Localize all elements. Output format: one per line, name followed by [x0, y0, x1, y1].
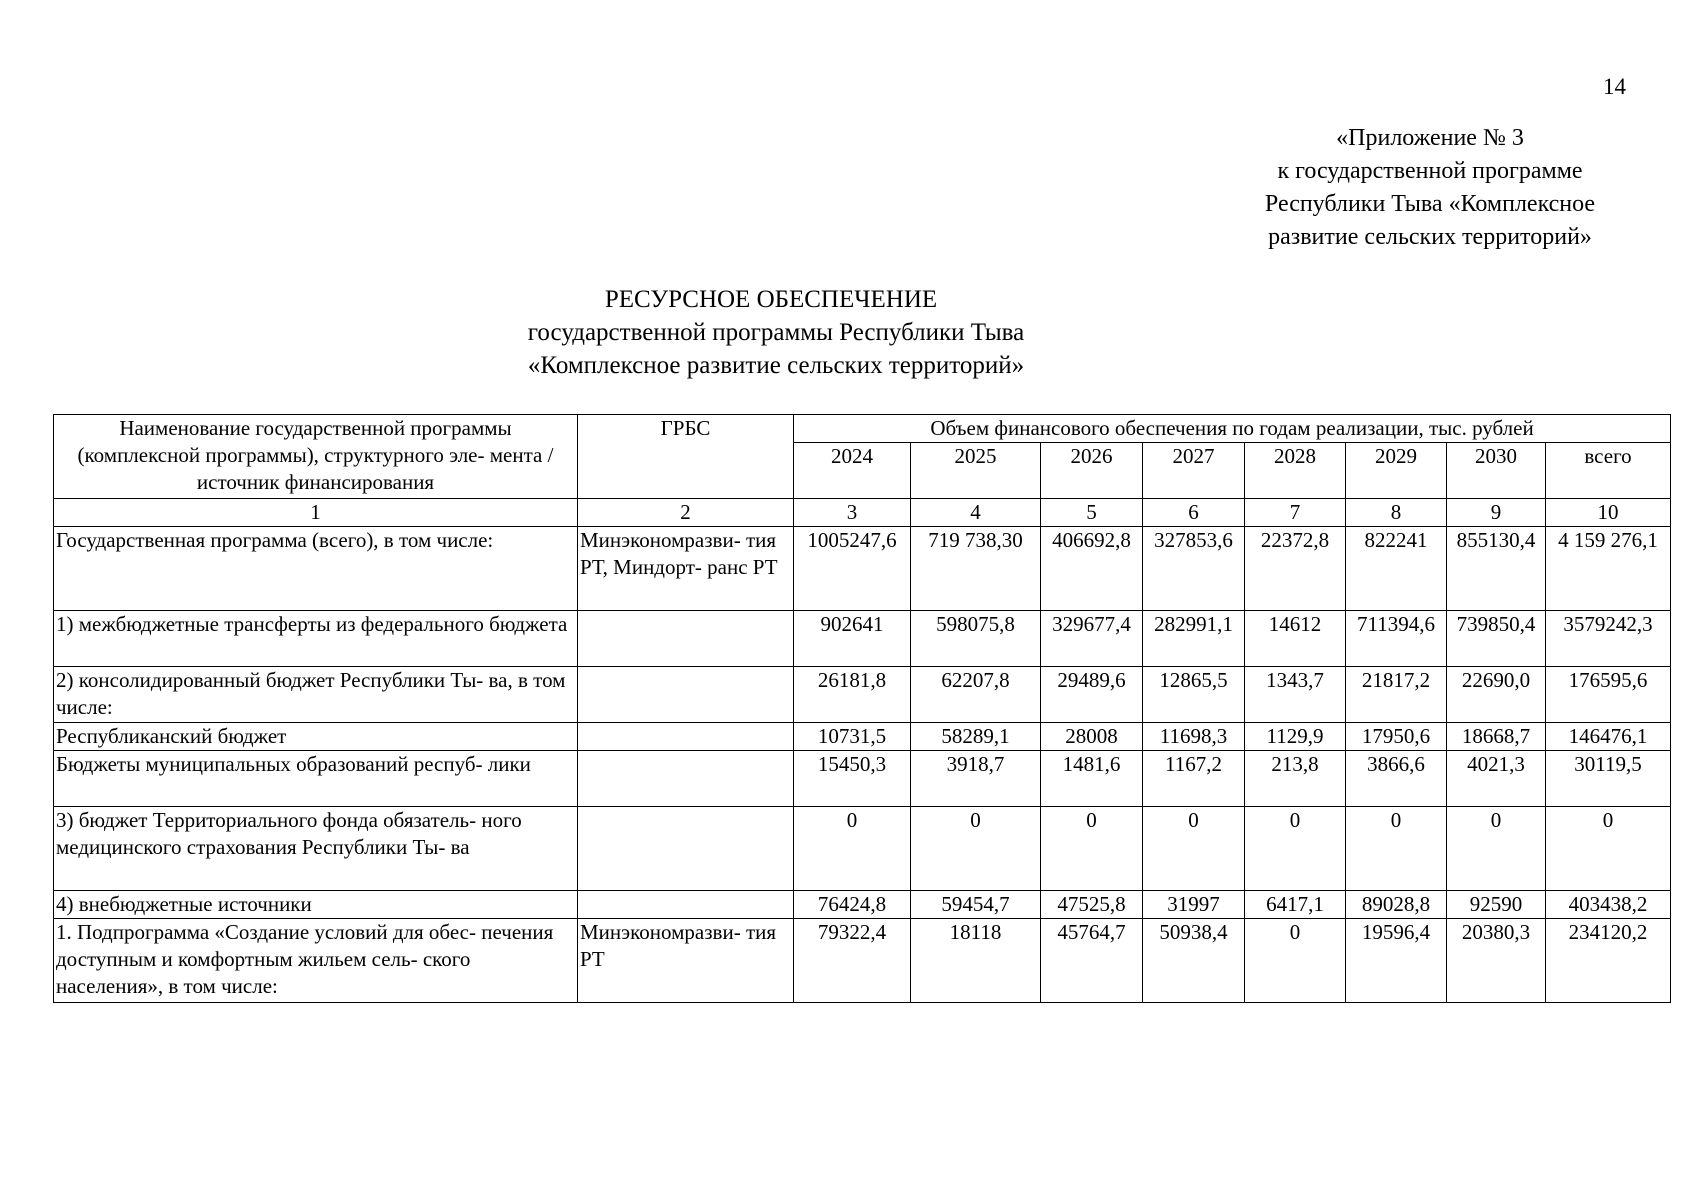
row-grbs	[578, 891, 794, 919]
appendix-line: развитие сельских территорий»	[1268, 224, 1592, 250]
row-name: 1) межбюджетные трансферты из федерального бюджета	[54, 611, 578, 667]
row-grbs	[578, 611, 794, 667]
row-year-value: 0	[1447, 807, 1546, 891]
row-year-value: 22372,8	[1245, 527, 1346, 611]
row-grbs: Минэкономразви- тия РТ	[578, 919, 794, 1003]
row-year-value: 213,8	[1245, 751, 1346, 807]
row-year-value: 1343,7	[1245, 667, 1346, 723]
header-year: 2029	[1346, 443, 1447, 499]
row-year-value: 19596,4	[1346, 919, 1447, 1003]
row-year-value: 327853,6	[1143, 527, 1245, 611]
row-year-value: 26181,8	[794, 667, 911, 723]
row-year-value: 598075,8	[911, 611, 1041, 667]
row-year-value: 15450,3	[794, 751, 911, 807]
row-year-value: 11698,3	[1143, 723, 1245, 751]
row-year-value: 20380,3	[1447, 919, 1546, 1003]
row-year-value: 0	[1143, 807, 1245, 891]
row-year-value: 4021,3	[1447, 751, 1546, 807]
row-year-value: 1167,2	[1143, 751, 1245, 807]
row-grbs	[578, 807, 794, 891]
row-year-value: 62207,8	[911, 667, 1041, 723]
row-total-value: 0	[1546, 807, 1671, 891]
row-name: Бюджеты муниципальных образований респуб- лики	[54, 751, 578, 807]
header-year: 2027	[1143, 443, 1245, 499]
row-year-value: 6417,1	[1245, 891, 1346, 919]
row-year-value: 0	[1346, 807, 1447, 891]
appendix-note	[1195, 122, 1665, 254]
header-total: всего	[1546, 443, 1671, 499]
row-year-value: 89028,8	[1346, 891, 1447, 919]
row-year-value: 1481,6	[1041, 751, 1143, 807]
document-title	[0, 283, 1697, 382]
row-total-value: 30119,5	[1546, 751, 1671, 807]
row-year-value: 1129,9	[1245, 723, 1346, 751]
header-grbs: ГРБС	[578, 415, 794, 499]
row-year-value: 17950,6	[1346, 723, 1447, 751]
header-year: 2030	[1447, 443, 1546, 499]
column-number: 5	[1041, 499, 1143, 527]
page-number: 14	[1603, 74, 1626, 99]
row-total-value: 176595,6	[1546, 667, 1671, 723]
header-year: 2026	[1041, 443, 1143, 499]
row-year-value: 47525,8	[1041, 891, 1143, 919]
row-year-value: 76424,8	[794, 891, 911, 919]
row-grbs	[578, 751, 794, 807]
row-year-value: 0	[911, 807, 1041, 891]
column-number: 2	[578, 499, 794, 527]
row-year-value: 29489,6	[1041, 667, 1143, 723]
row-year-value: 59454,7	[911, 891, 1041, 919]
column-number: 4	[911, 499, 1041, 527]
header-year: 2025	[911, 443, 1041, 499]
row-year-value: 22690,0	[1447, 667, 1546, 723]
table-row	[54, 527, 1671, 611]
row-name: 1. Подпрограмма «Создание условий для обес- печения доступным и комфортным жильем сель- ского населения», в том числе:	[54, 919, 578, 1003]
appendix-line: «Приложение № 3	[1336, 125, 1524, 151]
row-grbs	[578, 723, 794, 751]
row-name: Республиканский бюджет	[54, 723, 578, 751]
header-year: 2024	[794, 443, 911, 499]
row-year-value: 0	[794, 807, 911, 891]
row-name: 4) внебюджетные источники	[54, 891, 578, 919]
header-year: 2028	[1245, 443, 1346, 499]
row-total-value: 146476,1	[1546, 723, 1671, 751]
row-year-value: 282991,1	[1143, 611, 1245, 667]
row-year-value: 31997	[1143, 891, 1245, 919]
column-number: 9	[1447, 499, 1546, 527]
row-year-value: 18668,7	[1447, 723, 1546, 751]
column-number: 1	[54, 499, 578, 527]
row-year-value: 14612	[1245, 611, 1346, 667]
row-name: 3) бюджет Территориального фонда обязатель- ного медицинского страхования Республики Ты- ва	[54, 807, 578, 891]
table-row	[54, 751, 1671, 807]
appendix-line: к государственной программе	[1277, 158, 1583, 184]
title-line-2: государственной программы Республики Тыва	[527, 319, 1025, 346]
row-year-value: 719 738,30	[911, 527, 1041, 611]
row-year-value: 28008	[1041, 723, 1143, 751]
row-total-value: 234120,2	[1546, 919, 1671, 1003]
title-line-3: «Комплексное развитие сельских территорий»	[527, 352, 1025, 379]
table-row	[54, 807, 1671, 891]
table-row	[54, 667, 1671, 723]
row-year-value: 406692,8	[1041, 527, 1143, 611]
row-name: Государственная программа (всего), в том числе:	[54, 527, 578, 611]
table-row	[54, 723, 1671, 751]
row-year-value: 3918,7	[911, 751, 1041, 807]
row-year-value: 3866,6	[1346, 751, 1447, 807]
row-name: 2) консолидированный бюджет Республики Ты- ва, в том числе:	[54, 667, 578, 723]
row-year-value: 329677,4	[1041, 611, 1143, 667]
row-total-value: 4 159 276,1	[1546, 527, 1671, 611]
row-year-value: 822241	[1346, 527, 1447, 611]
column-number: 8	[1346, 499, 1447, 527]
column-number: 6	[1143, 499, 1245, 527]
row-grbs: Минэкономразви- тия РТ, Миндорт- ранс РТ	[578, 527, 794, 611]
row-year-value: 12865,5	[1143, 667, 1245, 723]
row-year-value: 58289,1	[911, 723, 1041, 751]
title-line-1: РЕСУРСНОЕ ОБЕСПЕЧЕНИЕ	[604, 286, 938, 313]
column-number: 7	[1245, 499, 1346, 527]
row-year-value: 855130,4	[1447, 527, 1546, 611]
row-total-value: 403438,2	[1546, 891, 1671, 919]
row-year-value: 902641	[794, 611, 911, 667]
row-year-value: 79322,4	[794, 919, 911, 1003]
row-year-value: 92590	[1447, 891, 1546, 919]
row-year-value: 1005247,6	[794, 527, 911, 611]
row-year-value: 45764,7	[1041, 919, 1143, 1003]
row-year-value: 50938,4	[1143, 919, 1245, 1003]
table-row	[54, 891, 1671, 919]
table-row	[54, 611, 1671, 667]
row-year-value: 739850,4	[1447, 611, 1546, 667]
column-number: 10	[1546, 499, 1671, 527]
header-volume: Объем финансового обеспечения по годам реализации, тыс. рублей	[794, 415, 1671, 443]
appendix-line: Республики Тыва «Комплексное	[1264, 191, 1596, 217]
row-year-value: 711394,6	[1346, 611, 1447, 667]
row-year-value: 18118	[911, 919, 1041, 1003]
row-year-value: 21817,2	[1346, 667, 1447, 723]
row-year-value: 10731,5	[794, 723, 911, 751]
header-name: Наименование государственной программы (комплексной программы), структурного эле- мента / источник финансирования	[54, 415, 578, 499]
row-year-value: 0	[1041, 807, 1143, 891]
column-number: 3	[794, 499, 911, 527]
row-total-value: 3579242,3	[1546, 611, 1671, 667]
row-year-value: 0	[1245, 807, 1346, 891]
resources-table	[53, 414, 1671, 1003]
row-grbs	[578, 667, 794, 723]
table-row	[54, 919, 1671, 1003]
row-year-value: 0	[1245, 919, 1346, 1003]
